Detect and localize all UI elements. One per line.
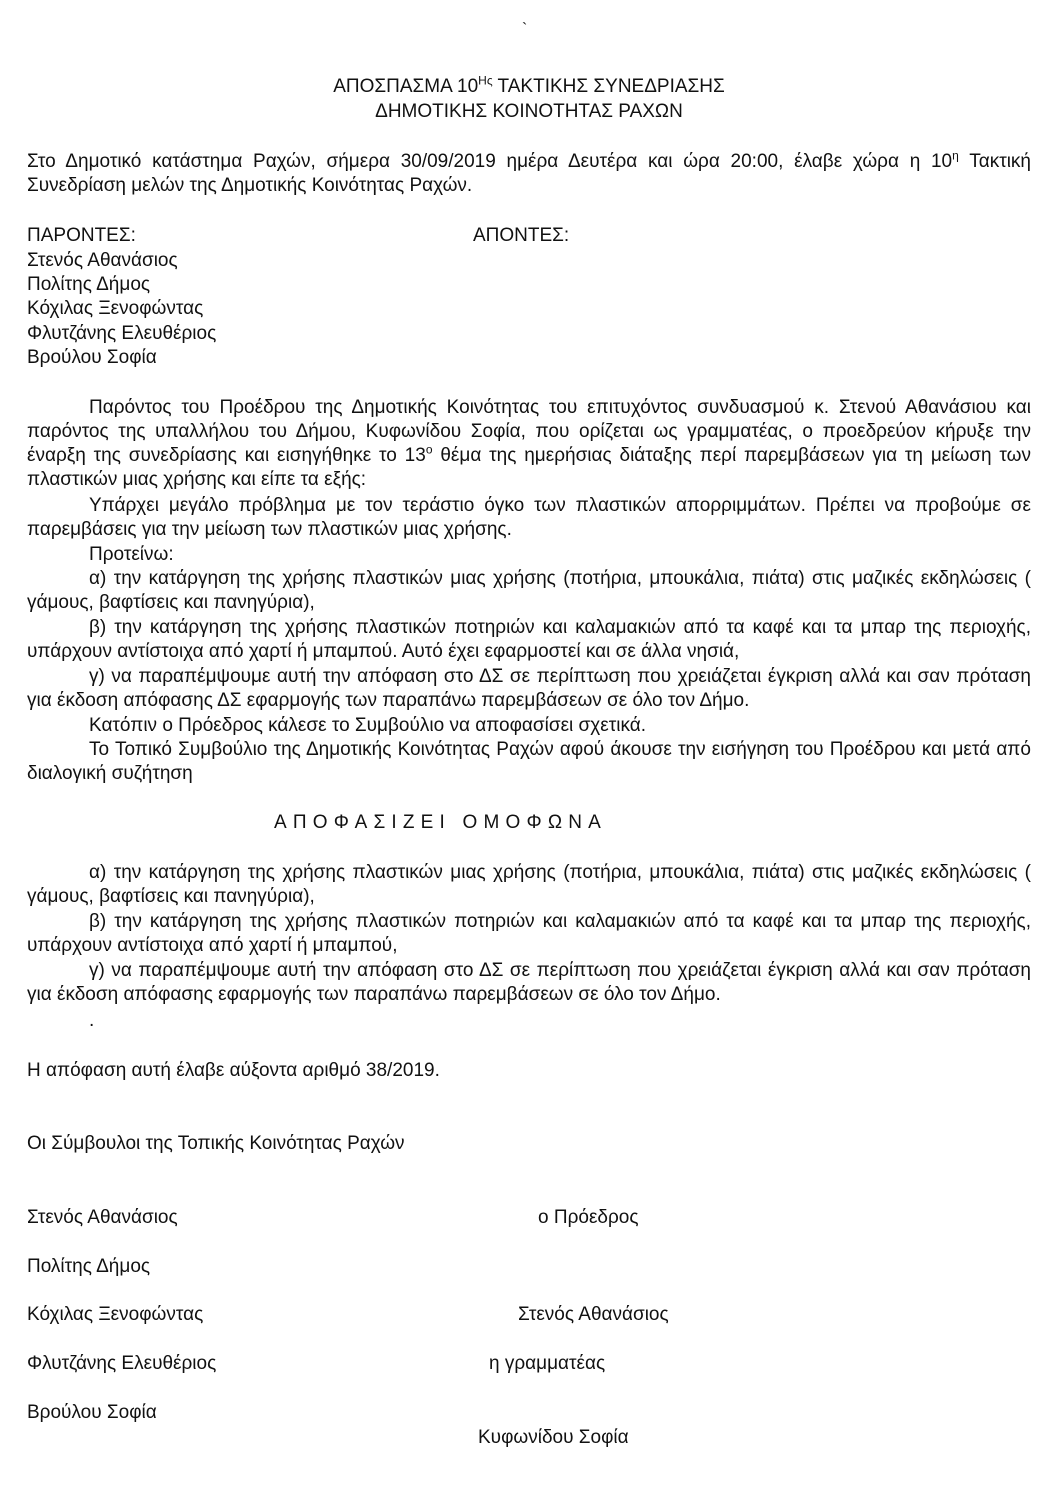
- decision-number: Η απόφαση αυτή έλαβε αύξοντα αριθμό 38/2019.: [27, 1060, 440, 1081]
- absent-label: ΑΠΟΝΤΕΣ:: [473, 225, 570, 246]
- opening-paragraph: Παρόντος του Προέδρου της Δημοτικής Κοινότητας του επιτυχόντος συνδυασμού κ. Στενού Αθανάσιου και παρόντος της υπαλλήλου του Δήμου, Κυφωνίδου Σοφία, που ορίζεται ως γραμματέας, ο προεδρεύον κήρυξε την έναρξη της συνεδρίασης και εισηγήθηκε το $13^o$ θέμα της ημερήσιας διάταξης περί παρεμβάσεων για τη μείωση των πλαστικών μιας χρήσης και είπε τα εξής:: [27, 397, 1032, 490]
- signature-member: Πολίτης Δήμος: [27, 1256, 151, 1277]
- decision-heading: ΑΠΟΦΑΣΙΖΕΙ ΟΜΟΦΩΝΑ: [274, 812, 608, 833]
- proposal-item: γ) να παραπέμψουμε αυτή την απόφαση στο ΔΣ σε περίπτωση που χρειάζεται έγκριση αλλά και σαν πρόταση για έκδοση απόφασης ΔΣ εφαρμογής των παραπάνω παρεμβάσεων σε όλο τον Δήμο.: [27, 666, 1031, 711]
- signature-member: Κόχιλας Ξενοφώντας: [27, 1304, 204, 1325]
- decision-item: γ) να παραπέμψουμε αυτή την απόφαση στο ΔΣ σε περίπτωση που χρειάζεται έγκριση αλλά και σαν πρόταση για έκδοση απόφασης εφαρμογής των παραπάνω παρεμβάσεων σε όλο τον Δήμο.: [27, 960, 1031, 1005]
- problem-paragraph: Υπάρχει μεγάλο πρόβλημα με τον τεράστιο όγκο των πλαστικών απορριμμάτων. Πρέπει να προβούμε σε παρεμβάσεις για την μείωση των πλαστικών μιας χρήσης.: [27, 495, 1031, 540]
- signature-member: Στενός Αθανάσιος: [27, 1207, 178, 1228]
- secretary-label: η γραμματέας: [489, 1353, 606, 1374]
- council-paragraph: Το Τοπικό Συμβούλιο της Δημοτικής Κοινότητας Ραχών αφού άκουσε την εισήγηση του Προέδρου και μετά από διαλογική συζήτηση: [27, 739, 1031, 784]
- present-member: Κόχιλας Ξενοφώντας: [27, 298, 204, 319]
- proposal-item: α) την κατάργηση της χρήσης πλαστικών μιας χρήσης (ποτήρια, μπουκάλια, πιάτα) στις μαζικές εκδηλώσεις ( γάμους, βαφτίσεις και πανηγύρια),: [27, 568, 1031, 613]
- present-member: Στενός Αθανάσιος: [27, 250, 178, 271]
- document-title-line1: ΑΠΟΣΠΑΣΜΑ $10^{H\varsigma}$ ΤΑΚΤΙΚΗΣ ΣΥΝΕΔΡΙΑΣΗΣ: [333, 73, 725, 97]
- present-member: Πολίτης Δήμος: [27, 274, 151, 295]
- signature-member: Φλυτζάνης Ελευθέριος: [27, 1353, 217, 1374]
- proposal-item: β) την κατάργηση της χρήσης πλαστικών ποτηριών και καλαμακιών από τα καφέ και τα μπαρ της περιοχής, υπάρχουν αντίστοιχα από χαρτί ή μπαμπού. Αυτό έχει εφαρμοστεί και σε άλλα νησιά,: [27, 617, 1031, 662]
- signature-member: Βρούλου Σοφία: [27, 1402, 157, 1423]
- document-title-line2: ΔΗΜΟΤΙΚΗΣ ΚΟΙΝΟΤΗΤΑΣ ΡΑΧΩΝ: [375, 101, 683, 122]
- decision-item: β) την κατάργηση της χρήσης πλαστικών ποτηριών και καλαμακιών από τα καφέ και τα μπαρ της περιοχής, υπάρχουν αντίστοιχα από χαρτί ή μπαμπού,: [27, 911, 1031, 956]
- invite-paragraph: Κατόπιν ο Πρόεδρος κάλεσε το Συμβούλιο να αποφασίσει σχετικά.: [89, 715, 646, 736]
- top-mark: `: [522, 21, 528, 38]
- president-label: ο Πρόεδρος: [538, 1207, 639, 1228]
- decision-item: α) την κατάργηση της χρήσης πλαστικών μιας χρήσης (ποτήρια, μπουκάλια, πιάτα) στις μαζικές εκδηλώσεις ( γάμους, βαφτίσεις και πανηγύρια),: [27, 862, 1031, 907]
- present-member: Βρούλου Σοφία: [27, 347, 157, 368]
- intro-paragraph: Στο Δημοτικό κατάστημα Ραχών, σήμερα 30/09/2019 ημέρα Δευτέρα και ώρα 20:00, έλαβε χώρα η $10^\eta$ Τακτική Συνεδρίαση μελών της Δημοτικής Κοινότητας Ραχών.: [27, 148, 1031, 196]
- title-superscript: Ης: [478, 73, 493, 88]
- president-name: Στενός Αθανάσιος: [518, 1304, 669, 1325]
- present-label: ΠΑΡΟΝΤΕΣ:: [27, 225, 136, 246]
- propose-label: Προτείνω:: [89, 544, 174, 565]
- trailing-dot: .: [89, 1010, 95, 1031]
- signatures-heading: Οι Σύμβουλοι της Τοπικής Κοινότητας Ραχών: [27, 1133, 405, 1154]
- present-member: Φλυτζάνης Ελευθέριος: [27, 323, 217, 344]
- secretary-name: Κυφωνίδου Σοφία: [478, 1427, 629, 1448]
